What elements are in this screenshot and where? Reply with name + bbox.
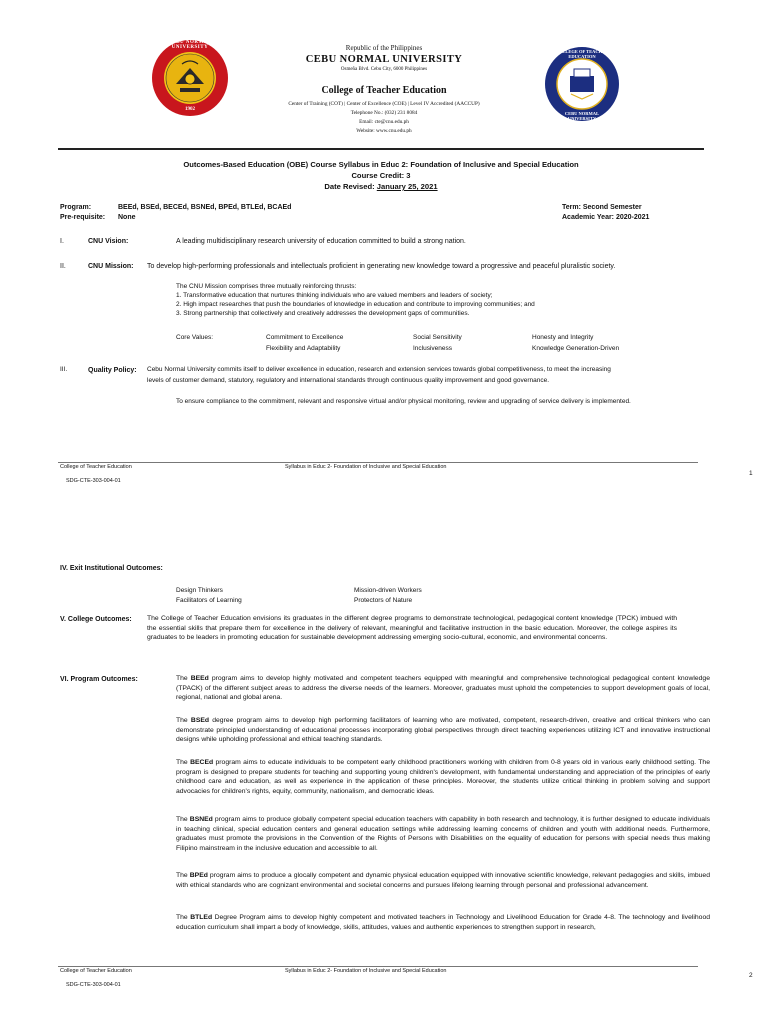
core-value: Flexibility and Adaptability [266,345,341,352]
thrust-item: 1. Transformative education that nurtures thinking individuals who are valued members and leaders of society; [176,292,493,299]
exit-outcome: Design Thinkers [176,587,223,594]
term: Term: Second Semester [562,204,642,211]
vision-text: A leading multidisciplinary research university of education committed to build a strong nation. [176,238,466,245]
page-number-2: 2 [749,972,753,979]
quality-text-line1: Cebu Normal University commits itself to deliver excellence in education, research and extension services towards global competitiveness, to meet the increasing [147,366,611,373]
program-value: BEEd, BSEd, BECEd, BSNEd, BPEd, BTLEd, BCAEd [118,204,292,211]
date-revised-value: January 25, 2021 [376,182,438,191]
website-line: Website: www.cnu.edu.ph [356,128,412,134]
quality-text-line3: To ensure compliance to the commitment, relevant and responsive virtual and/or physical monitoring, review and upgrading of service delivery is implemented. [176,398,631,405]
left-seal-year: 1902 [185,107,195,112]
thrust-item: 3. Strong partnership that collectively and creatively addresses the development gaps of communities. [176,310,470,317]
program-outcome-beced: The BECEd program aims to educate individuals to be competent early childhood practitioners working with children from 0-8 years old in various early childhood setting. The program is designed to prepare students for teaching and supporting young children's development, with fundamental understanding and appreciation of the principles of early childhood care and education, as well as experience in the application of these principles. Moreover, the students utilize critical thinking in problem solving and support advocacies for children's rights, equity, community, nationalism, and democratic ideas. [176,759,710,795]
quality-label: Quality Policy: [88,367,137,374]
page2-footer-college: College of Teacher Education [60,968,132,974]
college-outcomes-text: The College of Teacher Education envisions its graduates in the different degree programs to demonstrate technological, pedagogical content knowledge (TPCK) imbued with the essential skills that prepare them for excellence in the delivery of relevant, meaningful and facilitative instruction in the basic education. Moreover, the college aspires its graduates to be leaders in promoting education for sustainable development addressing emerging socio-cultural, economic, and environmental concerns. [147,615,677,642]
letterhead-divider [58,148,704,150]
right-seal-bottom: CEBU NORMAL UNIVERSITY [564,111,600,121]
page2-footer-code: SDG-CTE-303-004-01 [66,982,121,988]
core-value: Knowledge Generation-Driven [532,345,620,352]
exit-outcomes-label: IV. Exit Institutional Outcomes: [60,565,163,572]
core-value: Inclusiveness [413,345,453,352]
accreditation-line: Center of Training (COT) | Center of Excellence (COE) | Level IV Accredited (AACCUP) [288,101,480,107]
right-seal-text: COLLEGE OF TEACHER EDUCATION [555,49,609,59]
page2-footer-rule [58,966,698,967]
program-label: Program: [60,204,92,211]
mission-text: To develop high-performing professionals and intellectuals proficient in generating new knowledge toward a progressive and peaceful pluralistic society. [147,263,616,270]
core-value: Social Sensitivity [413,334,462,341]
core-value: Honesty and Integrity [532,334,594,341]
college-name: College of Teacher Education [321,85,447,96]
prereq-label: Pre-requisite: [60,214,106,221]
exit-outcome: Mission-driven Workers [354,587,422,594]
course-credit: Course Credit: 3 [351,171,411,180]
syllabus-title: Outcomes-Based Education (OBE) Course Syllabus in Educ 2: Foundation of Inclusive and Special Education [183,160,579,169]
page1-footer-rule [58,462,698,463]
university-name: CEBU NORMAL UNIVERSITY [305,54,463,65]
college-outcomes-label: V. College Outcomes: [60,616,132,623]
core-value: Commitment to Excellence [266,334,344,341]
university-address: Osmeña Blvd. Cebu City, 6000 Philippines [340,67,428,72]
program-outcome-beed: The BEEd program aims to develop highly motivated and competent teachers equipped with meaningful and comprehensive technological pedagogical content knowledge (TPACK) of the different subject areas to address the diverse needs of the learners. Moreover, graduates must uphold the competencies to support development goals of local, regional, national and global arena. [176,675,710,702]
mission-number: II. [60,263,66,270]
thrusts-intro: The CNU Mission comprises three mutually reinforcing thrusts: [176,283,357,290]
page2-footer-title: Syllabus in Educ 2- Foundation of Inclusive and Special Education [285,968,447,974]
program-outcome-bsned: The BSNEd program aims to produce globally competent special education teachers with capability in both research and technology, it is further designed to educate individuals in teaching clinical, special education centers and general education settings while addressing learning concerns of children and youth with additional needs. Furthermore, graduates must promote the provisions in the Convention of the Rights of Persons with Disabilities on the equality of education for persons with special needs thus making Filipino mainstream in the inclusive education and accessible to all. [176,816,710,852]
vision-label: CNU Vision: [88,238,129,245]
thrust-item: 2. High impact researches that push the boundaries of knowledge in education and contribute to improving communities; and [176,301,535,308]
left-seal-text: CEBU NORMAL UNIVERSITY [168,40,212,50]
telephone-line: Telephone No.: (032) 231 8084 [350,110,418,116]
prereq-value: None [118,214,136,221]
right-seal [537,39,627,129]
program-outcome-bsed: The BSEd degree program aims to develop high performing facilitators of learning who are motivated, competent, research-driven, creative and critical thinkers who can demonstrate principled understanding of educational processes incorporating global perspectives through direct teaching experiences utilizing ICT and innovative instructional designs while upholding professional and ethical teaching standards. [176,717,710,744]
program-outcome-btled: The BTLEd Degree Program aims to develop highly competent and motivated teachers in Technology and Livelihood Education for Grade 4-8. The technology and livelihood education curriculum shall impart a body of knowledge, skills, attitudes, values and authentic experiences to strengthen support in research, [176,914,710,931]
republic-line: Republic of the Philippines [345,44,423,52]
page1-footer-college: College of Teacher Education [60,464,132,470]
exit-outcome: Facilitators of Learning [176,597,242,604]
program-outcome-bped: The BPEd program aims to produce a glocally competent and dynamic physical education equipped with innovative scientific knowledge, relevant pedagogies and skills, imbued with ethical standards who are cognizant environmental and societal concerns and pursues lifelong learning through personal and professional advancement. [176,872,710,889]
mission-label: CNU Mission: [88,263,134,270]
left-seal [150,38,230,118]
page1-footer-code: SDG-CTE-303-004-01 [66,478,121,484]
core-values-label: Core Values: [176,334,214,341]
page1-footer-title: Syllabus in Educ 2- Foundation of Inclusive and Special Education [285,464,447,470]
date-revised [58,182,704,191]
email-line: Email: cte@cnu.edu.ph [359,119,409,125]
page-number-1: 1 [749,470,753,477]
exit-outcome: Protectors of Nature [354,597,413,604]
quality-text-line2: levels of customer demand, statutory, regulatory and international standards through continuous quality improvement and good governance. [147,377,550,384]
vision-number: I. [60,238,64,245]
academic-year: Academic Year: 2020-2021 [562,214,650,221]
date-revised-label: Date Revised: [324,182,375,191]
quality-number: III. [60,366,68,373]
program-outcomes-label: VI. Program Outcomes: [60,676,138,683]
